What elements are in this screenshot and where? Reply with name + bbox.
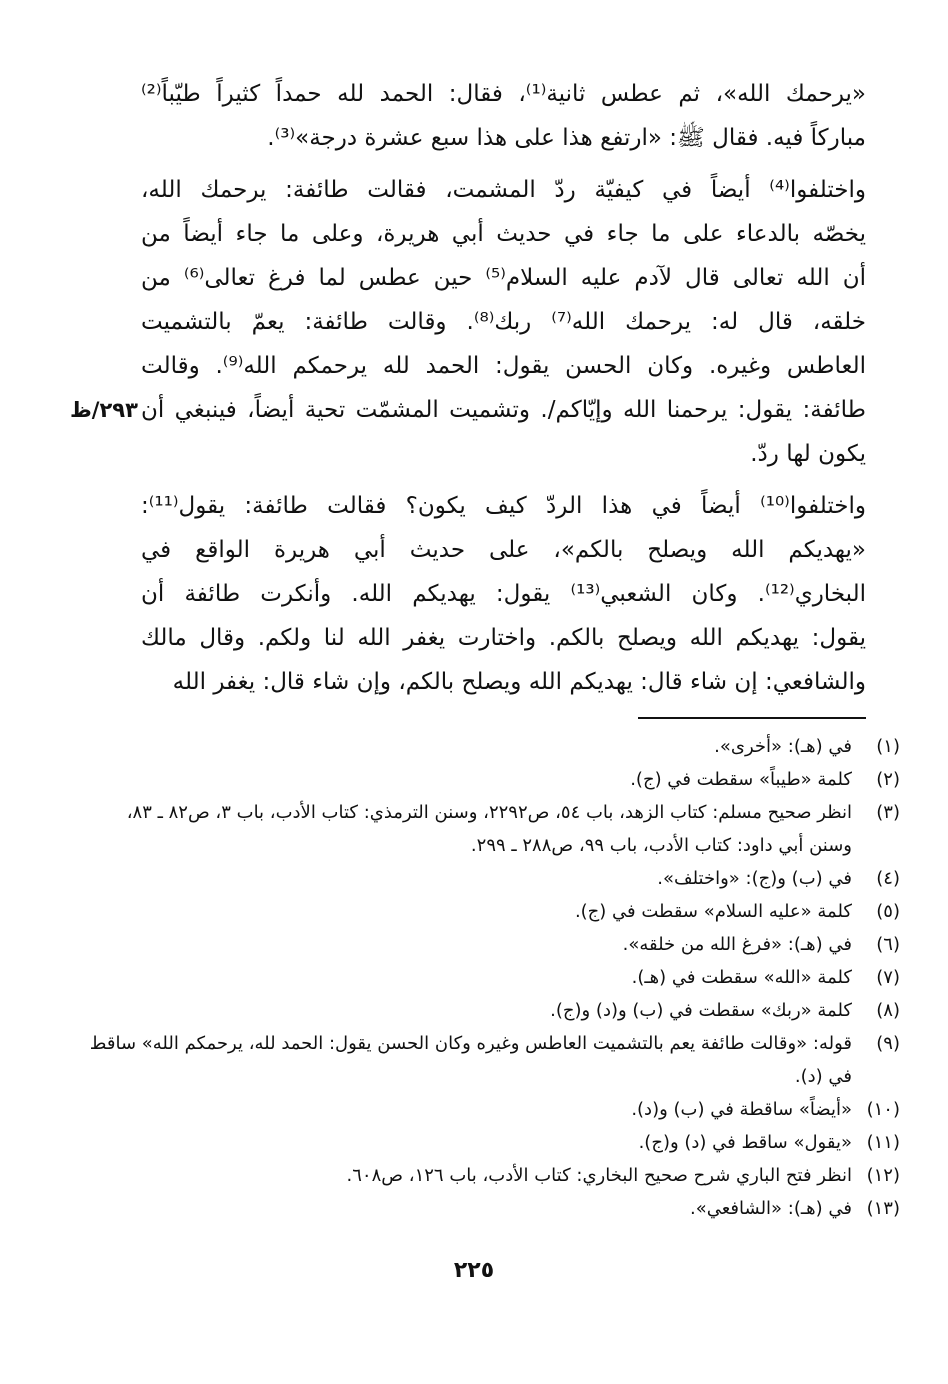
footnote-item — [80, 1159, 900, 1192]
footnote-item — [80, 1192, 900, 1225]
footnote-text: كلمة «عليه السلام» سقطت في (ج). — [574, 901, 852, 922]
footnote-number: (٢) — [876, 769, 900, 790]
footnote-text: «يقول» ساقط في (د) و(ج). — [638, 1132, 852, 1153]
footnote-number: (١٢) — [866, 1165, 900, 1186]
page-number: ٢٢٥ — [453, 1258, 495, 1283]
footnote-text: انظر فتح الباري شرح صحيح البخاري: كتاب الأدب، باب ١٢٦، ص٦٠٨. — [346, 1165, 852, 1186]
footnote-item — [80, 1126, 900, 1159]
footnote-text: قوله: «وقالت طائفة يعم بالتشميت العاطس وغيره وكان الحسن يقول: الحمد لله، يرحمكم الله» ساقط في (د). — [89, 1033, 852, 1087]
footnote-number: (٣) — [876, 802, 900, 823]
main-text — [141, 72, 866, 712]
footnote-number: (١٠) — [866, 1099, 900, 1120]
footnote-text: كلمة «طيباً» سقطت في (ج). — [630, 769, 852, 790]
footnote-number: (٧) — [876, 967, 900, 988]
paragraph-1 — [141, 72, 866, 160]
text-line: يكون لها ردّ. — [750, 441, 866, 467]
footnote-item — [80, 862, 900, 895]
footnote-number: (٦) — [876, 934, 900, 955]
footnote-item — [80, 961, 900, 994]
text-line: البخاري⁽¹²⁾. وكان الشعبي⁽¹³⁾ يقول: يهديكم الله. وأنكرت طائفة أن — [141, 581, 866, 607]
manuscript-folio-marker: ٢٩٣/ظ — [70, 398, 138, 422]
text-line: «يهديكم الله ويصلح بالكم»، على حديث أبي هريرة الواقع في — [141, 537, 866, 563]
footnote-number: (٩) — [876, 1033, 900, 1054]
text-line: خلقه، قال له: يرحمك الله⁽⁷⁾ ربك⁽⁸⁾. وقالت طائفة: يعمّ بالتشميت — [141, 309, 866, 335]
footnote-number: (١١) — [866, 1132, 900, 1153]
footnote-item — [80, 895, 900, 928]
text-line: العاطس وغيره. وكان الحسن يقول: الحمد لله يرحمكم الله⁽⁹⁾. وقالت — [141, 353, 866, 379]
footnote-text: في (هـ): «أخرى». — [714, 736, 852, 757]
footnote-number: (٤) — [876, 868, 900, 889]
text-line: واختلفوا⁽⁴⁾ أيضاً في كيفيّة ردّ المشمت، فقالت طائفة: يرحمك الله، — [141, 177, 866, 203]
text-line: «يرحمك الله»، ثم عطس ثانية⁽¹⁾، فقال: الحمد لله حمداً كثيراً طيّباً⁽²⁾ — [141, 81, 866, 107]
footnote-text: كلمة «الله» سقطت في (هـ). — [631, 967, 852, 988]
footnote-item — [80, 928, 900, 961]
footnote-item — [80, 763, 900, 796]
text-line: أن الله تعالى قال لآدم عليه السلام⁽⁵⁾ حين عطس لما فرغ تعالى⁽⁶⁾ من — [141, 265, 866, 291]
footnote-item — [80, 994, 900, 1027]
footnote-text: في (هـ): «الشافعي». — [690, 1198, 852, 1219]
footnote-number: (٥) — [876, 901, 900, 922]
footnote-number: (٨) — [876, 1000, 900, 1021]
footnote-number: (١) — [876, 736, 900, 757]
footnote-separator — [638, 717, 866, 719]
footnote-text: «أيضاً» ساقطة في (ب) و(د). — [631, 1099, 852, 1120]
text-line: واختلفوا⁽¹⁰⁾ أيضاً في هذا الردّ كيف يكون؟ فقالت طائفة: يقول⁽¹¹⁾: — [141, 493, 866, 519]
paragraph-3 — [141, 484, 866, 704]
footnote-text: في (ب) و(ج): «واختلف». — [657, 868, 852, 889]
paragraph-2 — [141, 168, 866, 476]
footnote-item — [80, 730, 900, 763]
text-line: والشافعي: إن شاء قال: يهديكم الله ويصلح بالكم، وإن شاء قال: يغفر الله — [172, 669, 866, 695]
footnote-text: انظر صحيح مسلم: كتاب الزهد، باب ٥٤، ص٢٢٩٢، وسنن الترمذي: كتاب الأدب، باب ٣، ص٨٢ ـ ٨٣، وسنن أبي داود: كتاب الأدب، باب ٩٩، ص٢٨٨ ـ ٢٩٩. — [126, 802, 852, 856]
text-line: طائفة: يقول: يرحمنا الله وإيّاكم/. وتشميت المشمّت تحية أيضاً، فينبغي أن — [141, 397, 866, 423]
footnote-item — [80, 1027, 900, 1093]
text-line: مباركاً فيه. فقال ﷺ: «ارتفع هذا على هذا سبع عشرة درجة»⁽³⁾. — [267, 125, 866, 151]
footnote-text: كلمة «ربك» سقطت في (ب) و(د) و(ج). — [550, 1000, 852, 1021]
footnote-number: (١٣) — [866, 1198, 900, 1219]
footnote-item — [80, 796, 900, 862]
footnote-text: في (هـ): «فرغ الله من خلقه». — [622, 934, 852, 955]
text-line: يقول: يهديكم الله ويصلح بالكم. واختارت يغفر الله لنا ولكم. وقال مالك — [141, 625, 866, 651]
footnotes — [80, 730, 900, 1225]
text-line: يخصّه بالدعاء على ما جاء في حديث أبي هريرة، وعلى ما جاء أيضاً من — [141, 221, 866, 247]
footnote-item — [80, 1093, 900, 1126]
